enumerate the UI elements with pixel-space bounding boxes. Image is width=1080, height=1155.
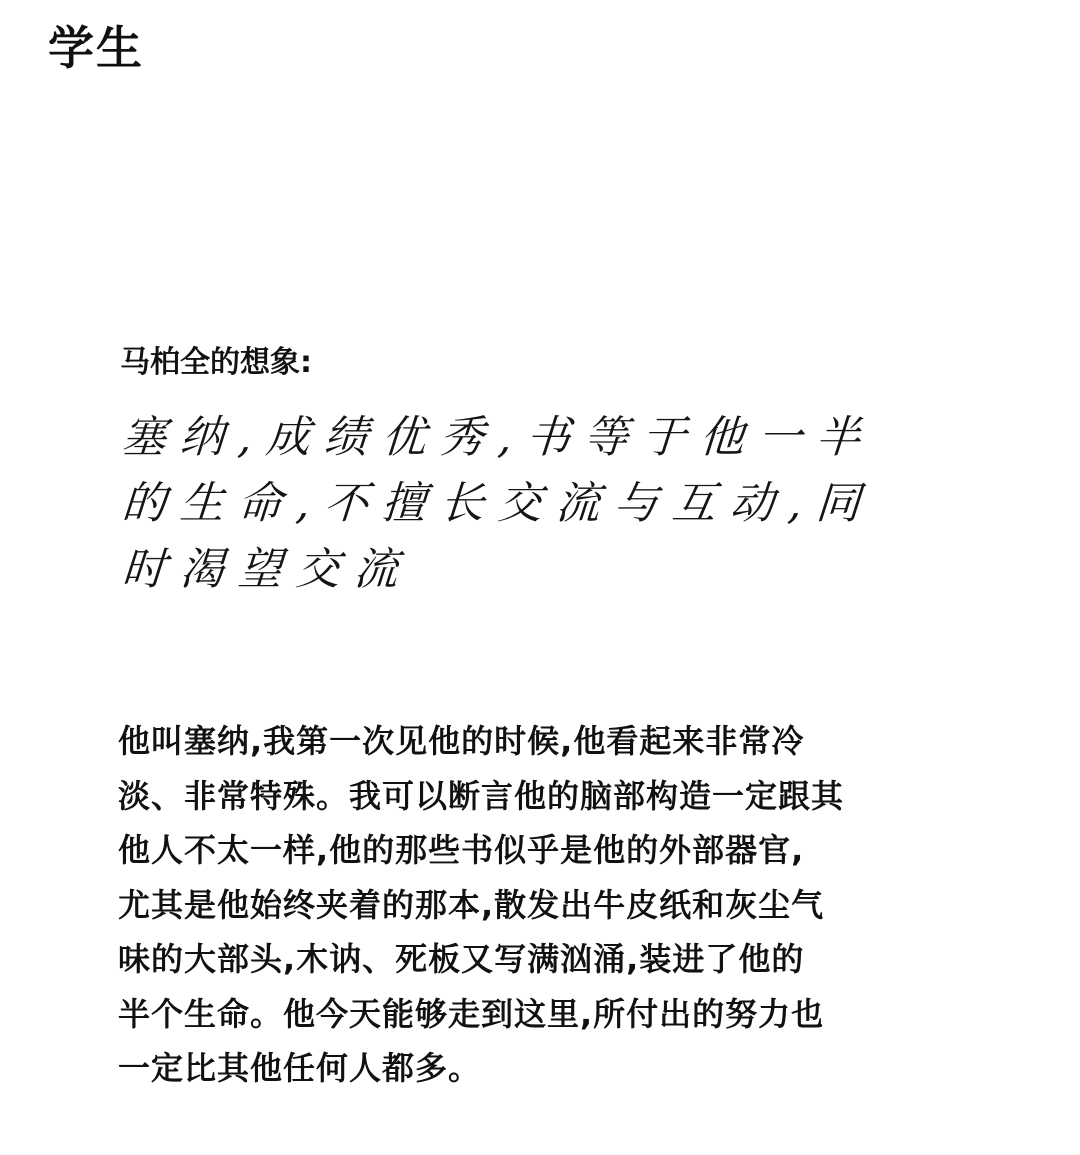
- story-line: 半个生命。他今天能够走到这里,所付出的努力也: [118, 994, 825, 1033]
- handwritten-line: 时渴望交流: [120, 544, 414, 595]
- story-paragraph: [118, 714, 978, 1096]
- handwritten-line: 的生命,不擅长交流与互动,同: [120, 478, 876, 529]
- story-line: 尤其是他始终夹着的那本,散发出牛皮纸和灰尘气: [118, 885, 825, 924]
- story-line: 淡、非常特殊。我可以断言他的脑部构造一定跟其: [118, 776, 845, 815]
- imagination-label: 马柏全的想象:: [120, 345, 312, 380]
- story-line: 味的大部头,木讷、死板又写满汹涌,装进了他的: [118, 940, 805, 978]
- handwritten-note: [122, 405, 922, 603]
- handwritten-line: 塞纳,成绩优秀,书等于他一半: [120, 412, 876, 463]
- story-line: 他叫塞纳,我第一次见他的时候,他看起来非常冷: [118, 722, 805, 760]
- story-line: 一定比其他任何人都多。: [118, 1049, 482, 1087]
- page-title: 学生: [48, 21, 144, 75]
- story-line: 他人不太一样,他的那些书似乎是他的外部器官,: [118, 831, 805, 869]
